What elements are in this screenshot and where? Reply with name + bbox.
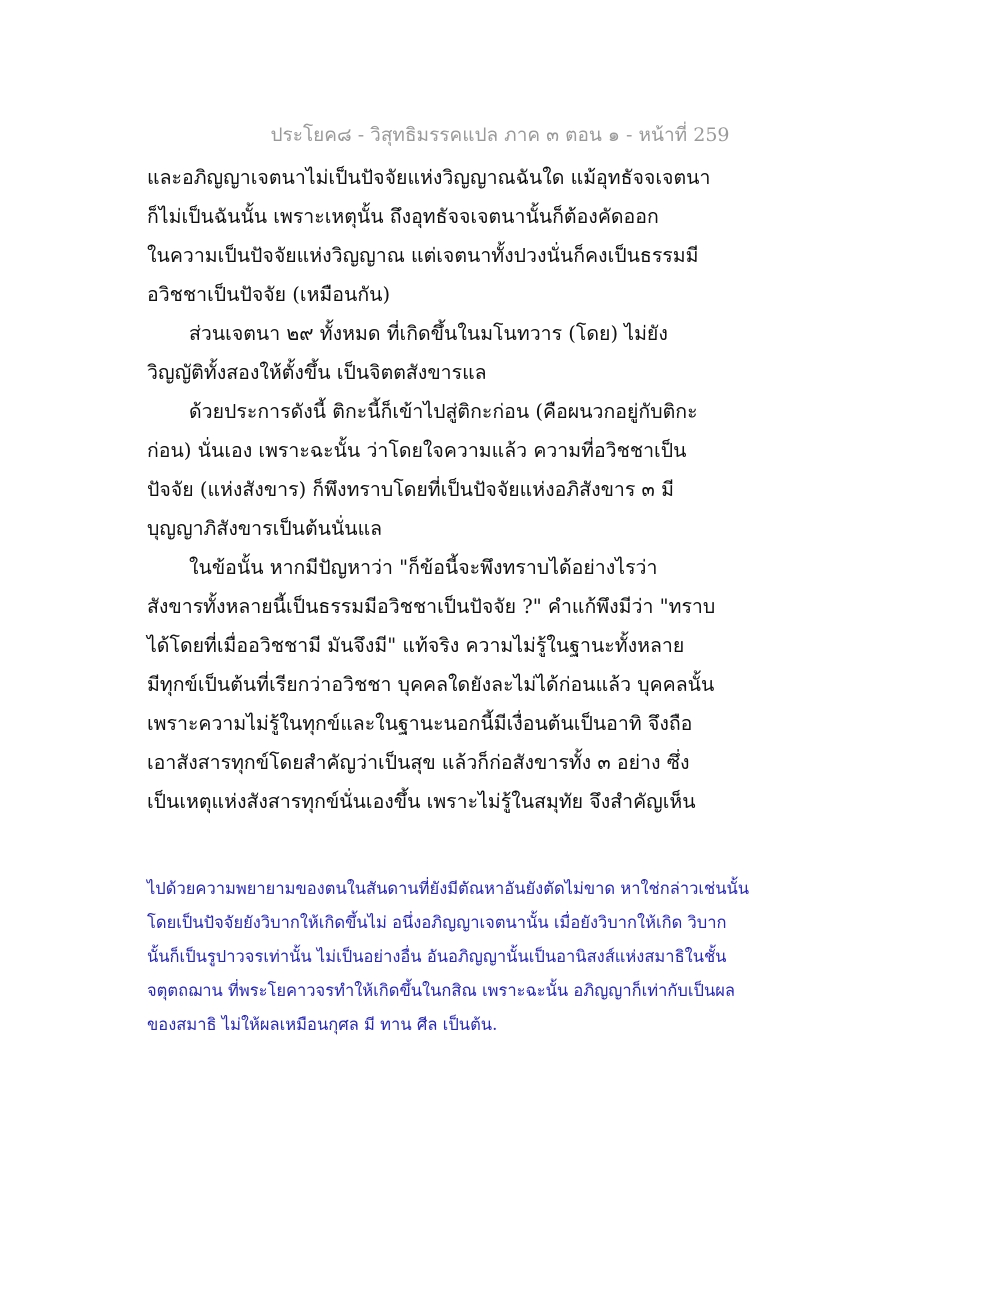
paragraph-start-line: ด้วยประการดังนี้ ติกะนี้ก็เข้าไปสู่ติกะก่อน (คือผนวกอยู่กับติกะ bbox=[189, 400, 698, 423]
body-line: ได้โดยที่เมื่ออวิชชามี มันจึงมี" แท้จริง ความไม่รู้ในฐานะทั้งหลาย bbox=[147, 634, 685, 657]
body-line: ในความเป็นปัจจัยแห่งวิญญาณ แต่เจตนาทั้งปวงนั่นก็คงเป็นธรรมมี bbox=[147, 244, 699, 267]
body-line: บุญญาภิสังขารเป็นต้นนั่นแล bbox=[147, 517, 383, 540]
paragraph-start-line: ในข้อนั้น หากมีปัญหาว่า "ก็ข้อนี้จะพึงทราบได้อย่างไรว่า bbox=[189, 556, 658, 579]
paragraph-start-line: ส่วนเจตนา ๒๙ ทั้งหมด ที่เกิดขึ้นในมโนทวาร (โดย) ไม่ยัง bbox=[189, 322, 668, 345]
body-line: วิญญัติทั้งสองให้ตั้งขึ้น เป็นจิตตสังขารแล bbox=[147, 361, 487, 384]
body-text bbox=[147, 158, 747, 821]
page-header: ประโยค๘ - วิสุทธิมรรคแปล ภาค ๓ ตอน ๑ - หน้าที่ 259 bbox=[270, 124, 730, 146]
body-line: สังขารทั้งหลายนี้เป็นธรรมมีอวิชชาเป็นปัจจัย ?" คำแก้พึงมีว่า "ทราบ bbox=[147, 595, 716, 618]
footnote-line: นั้นก็เป็นรูปาวจรเท่านั้น ไม่เป็นอย่างอื่น อันอภิญญานั้นเป็นอานิสงส์แห่งสมาธิในชั้น bbox=[147, 947, 727, 966]
footnote-line: ของสมาธิ ไม่ให้ผลเหมือนกุศล มี ทาน ศีล เป็นต้น. bbox=[147, 1015, 498, 1034]
body-line: เป็นเหตุแห่งสังสารทุกข์นั่นเองขึ้น เพราะไม่รู้ในสมุทัย จึงสำคัญเห็น bbox=[147, 790, 696, 813]
body-line: ก่อน) นั่นเอง เพราะฉะนั้น ว่าโดยใจความแล้ว ความที่อวิชชาเป็น bbox=[147, 439, 687, 462]
body-line: และอภิญญาเจตนาไม่เป็นปัจจัยแห่งวิญญาณฉันใด แม้อุทธัจจเจตนา bbox=[147, 166, 711, 189]
footnote-line: ไปด้วยความพยายามของตนในสันดานที่ยังมีตัณหาอันยังตัดไม่ขาด หาใช่กล่าวเช่นนั้น bbox=[147, 879, 750, 898]
body-line: ปัจจัย (แห่งสังขาร) ก็พึงทราบโดยที่เป็นปัจจัยแห่งอภิสังขาร ๓ มี bbox=[147, 478, 674, 501]
body-line: เพราะความไม่รู้ในทุกข์และในฐานะนอกนี้มีเงื่อนต้นเป็นอาทิ จึงถือ bbox=[147, 712, 693, 735]
body-line: ก็ไม่เป็นฉันนั้น เพราะเหตุนั้น ถึงอุทธัจจเจตนานั้นก็ต้องคัดออก bbox=[147, 205, 659, 228]
footnote-line: โดยเป็นปัจจัยยังวิบากให้เกิดขึ้นไม่ อนึ่งอภิญญาเจตนานั้น เมื่อยังวิบากให้เกิด วิบาก bbox=[147, 913, 727, 932]
footnote bbox=[147, 872, 767, 1042]
footnote-line: จตุตถฌาน ที่พระโยคาวจรทำให้เกิดขึ้นในกสิณ เพราะฉะนั้น อภิญญาก็เท่ากับเป็นผล bbox=[147, 981, 735, 1000]
body-line: เอาสังสารทุกข์โดยสำคัญว่าเป็นสุข แล้วก็ก่อสังขารทั้ง ๓ อย่าง ซึ่ง bbox=[147, 751, 690, 774]
body-line: อวิชชาเป็นปัจจัย (เหมือนกัน) bbox=[147, 283, 391, 306]
body-line: มีทุกข์เป็นต้นที่เรียกว่าอวิชชา บุคคลใดยังละไม่ได้ก่อนแล้ว บุคคลนั้น bbox=[147, 673, 715, 696]
